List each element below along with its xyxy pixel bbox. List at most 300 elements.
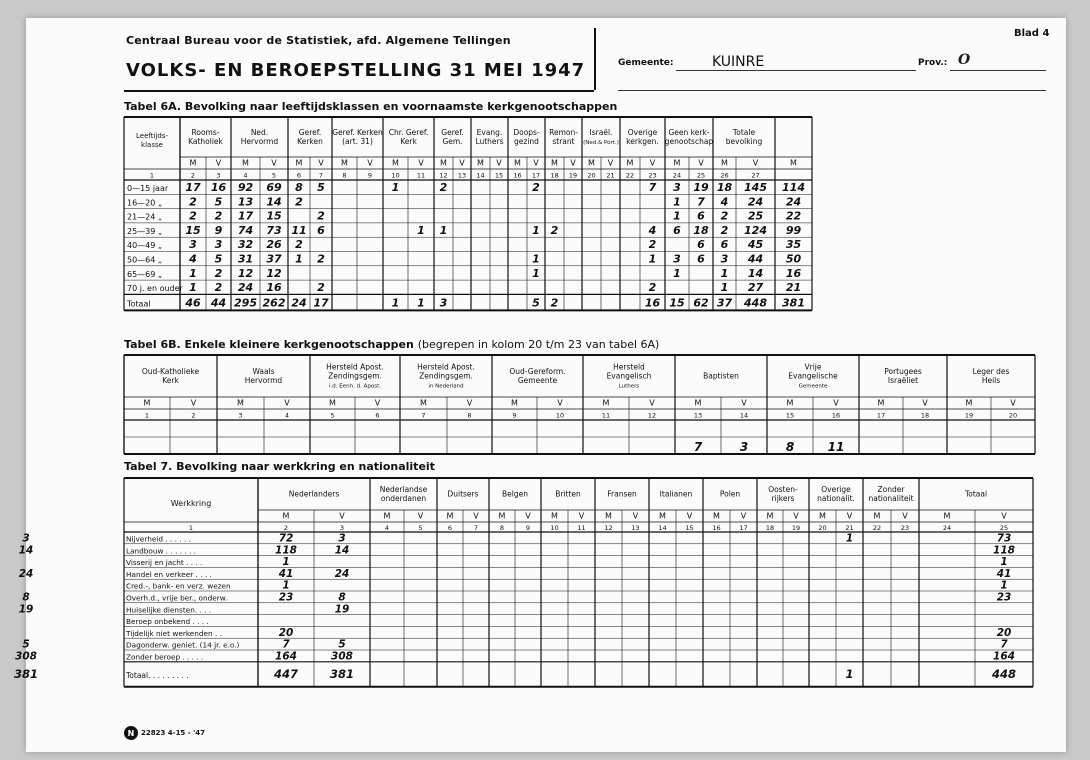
t6a-cell-value: 6 [697, 252, 705, 266]
t7-mv-label: V [1001, 511, 1007, 521]
t6a-cell-value: 6 [697, 238, 705, 252]
t7-column-group-label: Fransen [607, 489, 637, 499]
t7-cell-value: 308 [331, 650, 353, 663]
t6a-cell-value: 1 [648, 252, 657, 266]
t6b-mv-label: M [877, 398, 885, 408]
t6b-column-group-label: Hersteld [613, 362, 645, 372]
t7-column-number: 25 [999, 523, 1009, 532]
t7-cell-value: 73 [996, 532, 1012, 545]
t6a-cell-value: 27 [747, 281, 764, 295]
t7-mv-label: M [943, 511, 951, 521]
t6a-mv-label: M [721, 158, 728, 168]
t6a-column-group-label: Geen kerk- [668, 128, 710, 138]
t6a-cell-value: 8 [295, 181, 303, 194]
t7-column-number: 23 [900, 523, 910, 532]
t6a-cell-value: 14 [266, 195, 282, 209]
t6a-cell-value: 1 [720, 281, 729, 295]
t6a-cell-value: 7 [697, 195, 705, 209]
t6b-column-number: 9 [512, 411, 517, 420]
t6a-cell-value: 24 [237, 281, 254, 295]
t7-mv-label: V [902, 511, 908, 521]
t6a-cell-value: 4 [648, 223, 657, 237]
t6b-column-number: 12 [647, 411, 657, 420]
t6a-cell-value: 2 [214, 266, 223, 280]
t7-cell-value: 5 [338, 638, 346, 651]
t6a-column-group-label: Hervormd [240, 137, 279, 147]
t6a-cell-value: 1 [720, 266, 729, 280]
t6b-mv-label: M [786, 398, 794, 408]
t6a-mv-label: M [341, 158, 348, 168]
t7-mv-label: M [383, 511, 391, 521]
t6a-column-group-label: Geref. [441, 128, 464, 138]
t6a-cell-value: 1 [417, 223, 425, 237]
t6b-mv-label: V [466, 398, 473, 408]
t6a-cell-value: 24 [785, 195, 802, 209]
t6b-column-group-label: Oud-Katholieke [141, 367, 200, 377]
t7-first-col-label: Werkkring [170, 499, 212, 508]
t6a-cell-value: 32 [237, 238, 254, 252]
t7-column-number: 1 [188, 523, 194, 532]
t6a-cell-value: 2 [550, 223, 559, 237]
t6b-mv-label: V [557, 398, 563, 408]
t6a-cell-value: 2 [317, 209, 325, 223]
t6a-total-value: 381 [782, 296, 805, 310]
t7-mv-label: V [525, 511, 531, 521]
t6b-column-group-label: Zendingsgem. [328, 371, 382, 381]
t6b-column-number: 6 [375, 411, 380, 420]
t7-row-label: Handel en verkeer . . . . [126, 569, 212, 579]
t6a-column-group-label: Geref. [298, 128, 322, 138]
t6a-cell-value: 1 [673, 209, 681, 223]
tabel-6a-heading: Tabel 6A. Bevolking naar leeftijdsklassen en voornaamste kerkgenootschappen [124, 100, 618, 113]
t6a-cell-value: 3 [673, 252, 681, 266]
t6b-mv-label: V [374, 398, 381, 408]
t6a-cell-value: 18 [716, 181, 733, 194]
t6a-cell-value: 2 [214, 209, 223, 223]
t7-mv-label: V [632, 511, 639, 521]
t7-column-number: 6 [447, 523, 453, 532]
t6a-cell-value: 1 [391, 181, 400, 194]
t7-mv-label: M [766, 511, 774, 521]
t6a-total-value: 5 [532, 296, 540, 310]
t6a-cell-value: 6 [720, 238, 729, 252]
t6a-cell-value: 1 [189, 266, 197, 280]
t6a-total-value: 37 [716, 296, 733, 310]
t6a-column-group-label: Kerken [297, 137, 323, 147]
t6a-total-value: 24 [291, 296, 307, 310]
t7-column-number: 15 [685, 523, 694, 532]
t7-cell-value: 8 [22, 591, 30, 604]
t6a-column-number: 14 [476, 171, 485, 180]
t6a-column-number: 19 [568, 171, 578, 180]
t7-total-value: 381 [13, 666, 39, 681]
t6a-cell-value: 2 [648, 281, 657, 295]
t6a-mv-label: V [459, 158, 465, 168]
t6a-cell-value: 17 [237, 209, 254, 223]
t7-cell-value: 14 [334, 544, 350, 557]
t7-mv-label: M [605, 511, 612, 521]
t6a-column-number: 4 [243, 171, 248, 180]
t7-row-label: Dagonderw. geniet. (14 jr. e.o.) [126, 640, 240, 650]
t7-row-label: Huiselijke diensten. . . . [126, 605, 212, 615]
t6a-total-label: Totaal [127, 299, 151, 309]
t7-column-group-label: Nederlandse [379, 485, 428, 495]
t6a-mv-label: M [242, 158, 249, 168]
t6b-column-group-label: in Nederland [428, 383, 464, 390]
t6a-column-number: 2 [190, 171, 196, 180]
t6a-cell-value: 1 [673, 195, 681, 209]
t6a-first-col-label: klasse [141, 141, 163, 149]
t6a-cell-value: 13 [237, 195, 254, 209]
t7-mv-label: M [446, 511, 454, 521]
t6a-column-number: 15 [494, 171, 504, 180]
t6a-mv-label: M [673, 158, 681, 168]
t7-column-group-label: Italianen [659, 489, 693, 499]
t7-cell-value: 7 [1000, 638, 1008, 651]
t7-cell-value: 118 [993, 544, 1015, 557]
t7-column-group-label: Duitsers [447, 489, 479, 499]
t6a-cell-value: 16 [266, 281, 282, 295]
t7-cell-value: 1 [845, 532, 854, 545]
t6b-mv-label: V [741, 398, 747, 408]
t7-total-value: 1 [845, 666, 854, 681]
t6a-cell-value: 69 [266, 181, 282, 194]
t6a-column-number: 22 [625, 171, 635, 180]
t6a-total-value: 2 [550, 296, 559, 310]
t6a-cell-value: 2 [317, 252, 325, 266]
t6a-cell-value: 1 [532, 223, 540, 237]
t7-column-group-label: Polen [719, 489, 741, 499]
t6a-cell-value: 6 [673, 223, 681, 237]
t6a-mv-label: M [189, 158, 197, 168]
t6a-cell-value: 6 [697, 209, 705, 223]
t7-column-number: 11 [577, 523, 586, 532]
t7-column-group-label: Totaal [964, 489, 988, 499]
t6a-mv-label: M [551, 158, 558, 168]
t6a-mv-label: M [790, 158, 797, 168]
t6a-column-group-label: strant [552, 137, 575, 147]
t6b-column-number: 10 [555, 411, 565, 420]
t6a-cell-value: 1 [295, 252, 303, 266]
t6a-cell-value: 3 [673, 181, 681, 194]
t6a-mv-label: M [477, 158, 484, 168]
t6b-column-number: 11 [601, 411, 611, 420]
t6a-column-group-label: Totale [732, 128, 756, 138]
t7-cell-value: 1 [1000, 579, 1008, 592]
t6a-mv-label: V [496, 158, 502, 168]
organization-name: Centraal Bureau voor de Statistiek, afd. Algemene Tellingen [126, 34, 511, 47]
t7-mv-label: V [339, 511, 345, 521]
t6a-cell-value: 2 [189, 209, 197, 223]
t6b-column-group-label: Hersteld Apost. [417, 362, 475, 372]
t6a-column-number: 17 [531, 171, 541, 180]
t6b-column-group-label: Baptisten [703, 371, 739, 381]
t6b-column-number: 15 [785, 411, 795, 420]
t6b-mv-label: V [833, 398, 839, 408]
t6a-cell-value: 22 [785, 209, 802, 223]
t7-column-group-label: nationalit. [817, 494, 855, 504]
t6a-mv-label: V [752, 158, 759, 168]
t6b-column-group-label: Evangelische [788, 371, 838, 381]
t6a-cell-value: 7 [648, 181, 657, 194]
gemeente-value: KUINRE [712, 54, 765, 70]
t6a-cell-value: 124 [744, 223, 767, 237]
t7-column-number: 12 [604, 523, 613, 532]
t7-cell-value: 20 [278, 626, 294, 639]
t6b-column-group-label: Leger des [972, 367, 1010, 377]
t7-column-number: 21 [845, 523, 854, 532]
t6a-column-group-label: Chr. Geref. [388, 128, 429, 138]
t7-column-group-label: rijkers [771, 494, 795, 504]
t6b-column-number: 1 [144, 411, 150, 420]
t6a-column-number: 3 [216, 171, 221, 180]
t7-cell-value: 41 [278, 567, 294, 580]
t6a-column-group-label: Israël. [589, 128, 613, 138]
t7-column-number: 9 [525, 523, 531, 532]
t6b-column-number: 8 [467, 411, 472, 420]
t6a-cell-value: 16 [210, 181, 227, 194]
t7-column-number: 3 [339, 523, 345, 532]
t7-cell-value: 3 [22, 532, 30, 545]
t6a-column-number: 16 [513, 171, 522, 180]
t6b-column-number: 4 [284, 411, 290, 420]
t6b-column-number: 13 [693, 411, 703, 420]
t7-cell-value: 3 [338, 532, 346, 545]
t6a-cell-value: 1 [532, 266, 540, 280]
t6a-column-number: 7 [318, 171, 324, 180]
t6a-row-label: 65—69 „ [127, 269, 163, 279]
t6b-mv-label: M [420, 398, 427, 408]
t6b-column-number: 14 [739, 411, 749, 420]
t7-mv-label: V [473, 511, 479, 521]
t6a-column-number: 24 [672, 171, 682, 180]
t6a-total-value: 16 [644, 296, 661, 310]
t6a-column-group-label: Luthers [475, 137, 504, 147]
sheet-number: Blad 4 [1014, 28, 1050, 39]
t6b-column-group-label: i.d. Eenh. d. Apost. [329, 383, 381, 390]
t6a-total-value: 62 [693, 296, 709, 310]
t7-cell-value: 5 [22, 638, 30, 651]
t7-mv-label: M [498, 511, 506, 521]
t6b-column-group-label: Oud-Gereform. [509, 367, 566, 377]
t6a-cell-value: 2 [532, 181, 540, 194]
t6a-cell-value: 15 [266, 209, 282, 223]
t7-column-group-label: Britten [555, 489, 581, 499]
t6a-cell-value: 45 [747, 238, 764, 252]
t6a-cell-value: 1 [439, 223, 448, 237]
t6a-total-value: 17 [313, 296, 329, 310]
t6b-column-number: 20 [1008, 411, 1018, 420]
t6a-cell-value: 12 [266, 266, 282, 280]
t6a-cell-value: 1 [673, 266, 681, 280]
t6b-column-group-label: Hersteld Apost. [326, 362, 384, 372]
t7-column-number: 2 [283, 523, 289, 532]
t7-column-group-label: onderdanen [380, 494, 427, 504]
t6a-cell-value: 2 [214, 281, 223, 295]
t6a-cell-value: 4 [720, 195, 729, 209]
t6a-mv-label: V [570, 158, 576, 168]
t6b-mv-label: M [237, 398, 244, 408]
t6a-row-label: 70 j. en ouder [127, 284, 183, 294]
t6a-column-group-label: gezind [514, 137, 539, 147]
t6b-mv-label: V [284, 398, 290, 408]
t6a-cell-value: 2 [295, 238, 303, 252]
t6b-cell-value: 3 [739, 440, 749, 454]
t6a-cell-value: 16 [785, 266, 802, 280]
t7-cell-value: 14 [18, 544, 34, 557]
t6a-column-number: 8 [342, 171, 347, 180]
t7-column-number: 22 [872, 523, 882, 532]
t7-cell-value: 19 [18, 603, 34, 616]
t6a-cell-value: 15 [185, 223, 201, 237]
t7-cell-value: 8 [338, 591, 346, 604]
t7-column-number: 10 [550, 523, 559, 532]
tabel-6b-heading: Tabel 6B. Enkele kleinere kerkgenootschappen (begrepen in kolom 20 t/m 23 van tabel 6A) [124, 338, 660, 351]
t7-column-number: 8 [499, 523, 505, 532]
t6b-column-number: 17 [876, 411, 886, 420]
t6a-cell-value: 3 [214, 238, 223, 252]
t6a-cell-value: 2 [189, 195, 197, 209]
t6a-cell-value: 17 [185, 181, 201, 194]
t6a-column-group-label: Doops- [513, 128, 540, 138]
t7-mv-label: V [846, 511, 853, 521]
t6a-mv-label: M [392, 158, 399, 168]
t6a-column-number: 10 [391, 171, 400, 180]
t6a-mv-label: V [607, 158, 614, 168]
t6a-cell-value: 73 [266, 223, 282, 237]
t7-column-group-label: nationaliteit [868, 494, 914, 504]
t6a-cell-value: 2 [439, 181, 448, 194]
t7-cell-value: 41 [996, 567, 1012, 580]
t7-cell-value: 1 [1000, 556, 1008, 569]
t6a-total-value: 15 [669, 296, 685, 310]
t6a-column-number: 23 [648, 171, 657, 180]
t6a-cell-value: 19 [693, 181, 709, 194]
t6a-row-label: 16—20 „ [127, 198, 163, 208]
t7-column-number: 7 [473, 523, 479, 532]
t6b-column-number: 19 [964, 411, 974, 420]
t6b-column-group-label: Gemeente [798, 383, 828, 390]
t7-column-number: 5 [418, 523, 423, 532]
t6a-mv-label: V [367, 158, 373, 168]
t6a-cell-value: 1 [532, 252, 540, 266]
t6a-column-group-label: Geref. Kerken [332, 128, 383, 138]
t7-column-group-label: Overige [821, 485, 851, 495]
t6a-cell-value: 5 [214, 252, 223, 266]
t6a-cell-value: 145 [744, 181, 767, 194]
t6a-cell-value: 92 [237, 181, 254, 194]
t6b-mv-label: M [143, 398, 151, 408]
t7-column-number: 4 [384, 523, 390, 532]
t6a-row-label: 21—24 „ [127, 212, 163, 222]
t6a-column-number: 27 [751, 171, 760, 180]
t6a-mv-label: V [698, 158, 704, 168]
t7-row-label: Overh.d., vrije ber., onderw. [126, 593, 228, 603]
t6b-mv-label: M [511, 398, 518, 408]
t6a-cell-value: 5 [214, 195, 223, 209]
t6b-column-group-label: Luthers [618, 383, 640, 390]
t6a-total-value: 262 [262, 296, 286, 310]
t6b-column-number: 2 [191, 411, 196, 420]
t6a-total-value: 46 [185, 296, 201, 310]
t7-total-label: Totaal. . . . . . . . . [126, 670, 189, 680]
t7-column-number: 17 [739, 523, 748, 532]
t6b-mv-label: V [922, 398, 928, 408]
t6a-cell-value: 2 [317, 281, 325, 295]
t6b-column-number: 5 [330, 411, 335, 420]
t7-mv-label: M [713, 511, 720, 521]
t7-total-value: 448 [991, 666, 1017, 681]
t6a-column-number: 1 [149, 171, 155, 180]
t6a-cell-value: 18 [693, 223, 709, 237]
t6a-column-number: 12 [439, 171, 448, 180]
t6b-mv-label: M [602, 398, 610, 408]
t7-mv-label: V [686, 511, 693, 521]
t7-cell-value: 1 [282, 579, 290, 592]
t6a-cell-value: 99 [785, 223, 802, 237]
t6b-cell-value: 7 [693, 440, 703, 454]
t6a-column-group-label: Kerk [400, 137, 417, 147]
t7-row-label: Cred.-, bank- en verz. wezen [126, 581, 231, 591]
t6a-cell-value: 11 [291, 223, 307, 237]
prov-value: O [958, 52, 971, 68]
t6a-cell-value: 114 [782, 181, 805, 194]
tabel-6a [13, 18, 1066, 752]
t6a-mv-label: V [215, 158, 222, 168]
t6a-column-group-label: Ned. [250, 128, 269, 138]
t6a-row-label: 40—49 „ [127, 241, 163, 251]
t7-mv-label: M [551, 511, 558, 521]
print-code-text: 22823 4-15 - '47 [141, 729, 205, 737]
t6a-cell-value: 4 [189, 252, 197, 266]
t7-mv-label: M [819, 511, 826, 521]
t6a-cell-value: 2 [720, 223, 729, 237]
t6b-mv-label: V [190, 398, 197, 408]
t6b-column-group-label: Heils [981, 376, 1001, 386]
t6a-total-value: 448 [744, 296, 767, 310]
t6b-column-number: 3 [238, 411, 243, 420]
t7-column-number: 14 [658, 523, 667, 532]
t7-column-group-label: Zonder [877, 485, 905, 495]
t7-column-group-label: Belgen [502, 489, 528, 499]
t7-cell-value: 118 [275, 544, 297, 557]
t7-cell-value: 7 [282, 638, 290, 651]
t6a-column-number: 11 [416, 171, 426, 180]
t6b-mv-label: V [1010, 398, 1016, 408]
t7-row-label: Beroep onbekend . . . . [126, 617, 209, 627]
t6a-first-col-label: Leeftijds- [136, 132, 168, 140]
t6a-column-group-label: bevolking [725, 137, 763, 147]
t6b-column-number: 7 [421, 411, 426, 420]
t7-column-number: 24 [942, 523, 952, 532]
t6a-row-label: 0—15 jaar [127, 184, 169, 193]
t6b-cell-value: 11 [827, 440, 845, 454]
t7-column-number: 20 [818, 523, 827, 532]
t6a-total-value: 1 [417, 296, 425, 310]
t6a-mv-label: M [588, 158, 595, 168]
t7-mv-label: V [793, 511, 799, 521]
t6b-column-group-label: Evangelisch [606, 371, 652, 381]
tabel-7-heading: Tabel 7. Bevolking naar werkkring en nationaliteit [124, 460, 435, 473]
t6a-column-number: 20 [587, 171, 596, 180]
t6b-mv-label: V [649, 398, 655, 408]
t6b-mv-label: M [965, 398, 973, 408]
t6a-column-group-label: (Ned.& Port.) [583, 140, 619, 147]
t7-cell-value: 72 [278, 532, 294, 545]
t6b-column-number: 18 [920, 411, 930, 420]
t7-row-label: Visserij en jacht . . . . [126, 558, 203, 568]
t7-column-number: 19 [791, 523, 801, 532]
